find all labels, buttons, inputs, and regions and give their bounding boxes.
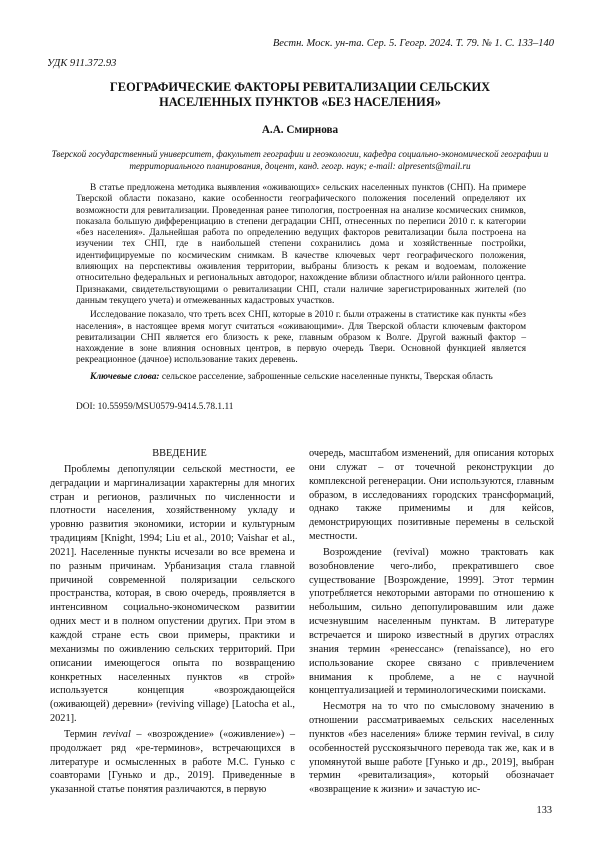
body-paragraph: очередь, масштабом изменений, для описания которых они служат – от точечной реконструкции до комплексной регенерации. Они используются, главным образом, в исследованиях городских трансформаций, однако также применимы и для кейсов, демонстрирующих позитивные перемены в сельской местности. — [309, 448, 554, 543]
doi: DOI: 10.55959/MSU0579-9414.5.78.1.11 — [76, 402, 234, 412]
author-affiliation: Тверской государственный университет, факультет географии и геоэкологии, кафедра социально-экономической географии и территориального планирования, доцент, канд. геогр. наук; e-mail: alpresents@mail.ru — [51, 149, 549, 171]
author-name: А.А. Смирнова — [261, 124, 339, 136]
body-column-left — [50, 447, 295, 797]
body-paragraph — [50, 728, 295, 797]
body-paragraph: Проблемы депопуляции сельской местности, ее деградации и маргинализации характерны для многих стран и регионов, различных по численности и плотности населения, хозяйственному укладу и уровню развития экономики, истории и культурным традициям [Knight, 1994; Liu et al., 2010; Vaishar et al., 2021]. Населенные пункты исчезали во все времена и по разным причинам. Урбанизация стала главной причиной современной поляризации сельского пространства, которая, в свою очередь, проявляется в интенсивном социально-экономическом развитии одних мест и в полном опустении других. При этом в каждой стране есть свои примеры, практики и механизмы по оживлению сельских территорий. При описании имеющегося опыта по возвращению конкретных населенных пунктов «в строй» используется концепция «возрождающейся (оживающей) деревни» (reviving village) [Latocha et al., 2021]. — [50, 463, 295, 725]
body-text: Термин — [64, 728, 103, 740]
article-title — [60, 80, 540, 110]
body-paragraph: Возрождение (revival) можно трактовать как возобновление чего-либо, прекратившего свое существование [Возрождение, 1999]. Этот термин употребляется некоторыми авторами по отношению к небольшим, сильно депопулировавшим или даже исчезнувшим населенным пунктам. В литературе встречается и широко известный в других отраслях знания термин «ренессанс» (renaissance), но его использование скорее связано с привлечением внимания к проблеме, а не с научной концептуализацией и терминологическими поисками. — [309, 546, 554, 697]
italic-term: revival — [102, 728, 131, 740]
title-line-1: ГЕОГРАФИЧЕСКИЕ ФАКТОРЫ РЕВИТАЛИЗАЦИИ СЕЛЬСКИХ — [109, 80, 491, 94]
abstract-paragraph-2: Исследование показало, что треть всех СНП, которые в 2010 г. были отражены в статистике как пункты «без населения», в настоящее время могут считаться «оживающими». Для Тверской области ключевым фактором ревитализации СНП является его близость к реке, главным образом к Волге. Другой важный фактор – нахождение в зоне влияния основных центров, в первую очередь Твери. Основной функцией является рекреационное (дачное) использование таких деревень. — [76, 310, 526, 366]
body-column-right — [309, 447, 554, 797]
page-number: 133 — [536, 805, 552, 816]
body-paragraph: Несмотря на то что по смысловому значению в отношении рассматриваемых сельских населенных пунктов «без населения» ближе термин revival, в силу особенностей русскоязычного перевода так же, как и в упомянутой выше работе [Гунько и др., 2019], выбран термин «ревитализация», который обозначает «возвращение к жизни» и зачастую ис- — [309, 701, 554, 796]
body-text: – «возрождение» («оживление») – продолжает ряд «ре-терминов», встречающихся в литературе и осмысленных в работе М.С. Гунько с соавторами [Гунько и др., 2019]. Приведенные в указанной статье понятия различаются, в первую — [50, 728, 296, 796]
udk-code: УДК 911.372.93 — [47, 58, 117, 69]
section-heading-introduction: ВВЕДЕНИЕ — [152, 448, 207, 459]
abstract-paragraph-1: В статье предложена методика выявления «оживающих» сельских населенных пунктов (СНП). На примере Тверской области показано, какие особенности географического положения поселений определяют их возможности для ревитализации. Проведенная ранее типология, построенная на анализе космических снимков, показала большую дифференциацию в степени деградации СНП, отнесенных по переписи 2010 г. к категории «без населения». Дальнейшая работа по определению ведущих факторов ревитализации была построена на изучении тех СНП, где в наибольшей степени сохранились дома и хозяйственные постройки, идентифицируемые по космическим снимкам. В качестве ключевых черт географического положения, влияющих на перспективы оживления территории, выбраны близость к рекам и водоемам, положение относительно федеральных и региональных автодорог, нахождение вблизи областного и/или районного центра. Признаками, свидетельствующими о ревитализации СНП, стали наличие зарегистрированных жителей (по данным текущего учета) и отмежеванных кадастровых участков. — [76, 183, 526, 306]
abstract — [76, 183, 526, 370]
keywords-text: сельское расселение, заброшенные сельские населенные пункты, Тверская область — [159, 372, 493, 382]
keywords — [76, 372, 526, 383]
title-line-2: НАСЕЛЕННЫХ ПУНКТОВ «БЕЗ НАСЕЛЕНИЯ» — [159, 95, 441, 109]
journal-citation: Вестн. Моск. ун-та. Сер. 5. Геогр. 2024. Т. 79. № 1. С. 133–140 — [272, 38, 554, 49]
keywords-label: Ключевые слова: — [90, 372, 160, 382]
